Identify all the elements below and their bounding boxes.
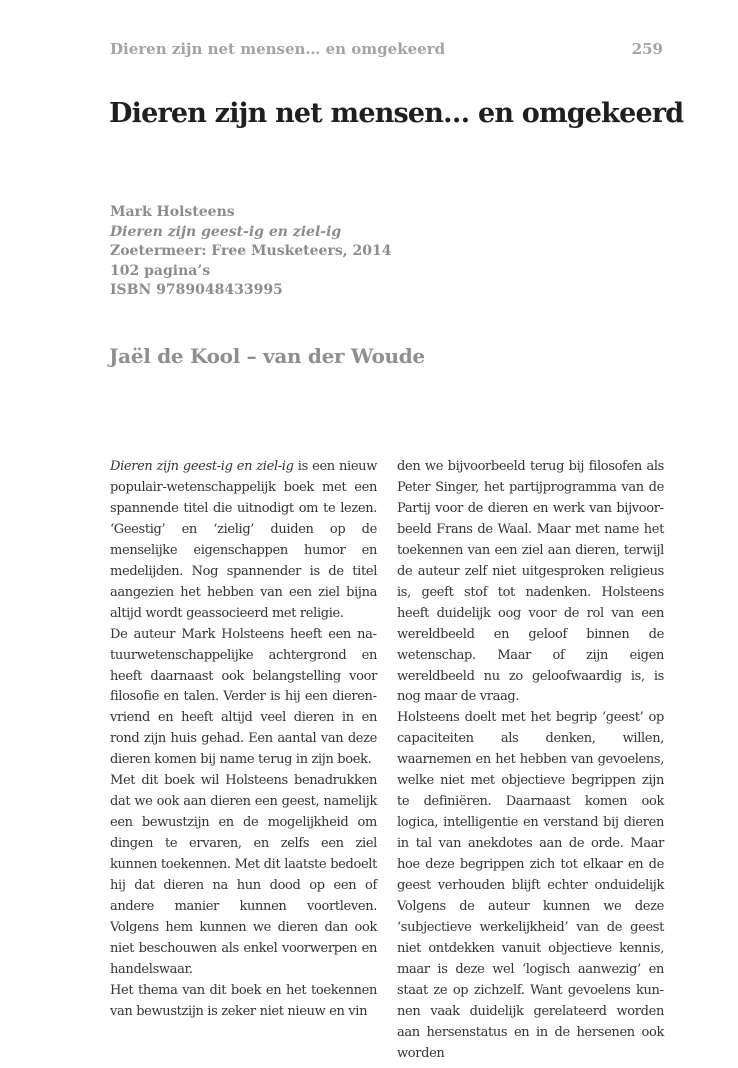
paragraph: Met dit boek wil Holsteens benadrukken dat we ook aan dieren een geest, namelijk een bewustzijn en de mogelijkheid om dingen te ervaren, en zelfs een ziel kunnen toekennen. Met dit laatste bedoelt hij dat dieren na hun dood op een of andere manier kunnen voortleven. Volgens hem kunnen we dieren dan ook niet beschouwen als enkel voorwerpen en handelswaar.	[110, 773, 377, 977]
text-column-left	[110, 457, 377, 1023]
book-author: Mark Holsteens	[110, 204, 235, 220]
article-title: Dieren zijn net mensen… en omgekeerd	[109, 98, 684, 129]
paragraph: Dieren zijn geest-ig en ziel-ig is een nieuw populair-wetenschappelijk boek met een spannende titel die uitnodigt om te lezen. ‘Geestig’ en ‘zielig’ duiden op de menselijke eigenschappen humor en medelijden. Nog spannender is de titel aangezien het hebben van een ziel bijna altijd wordt geassocieerd met religie.	[110, 459, 377, 621]
book-isbn: ISBN 9789048433995	[110, 282, 283, 298]
book-title: Dieren zijn geest-ig en ziel-ig	[110, 223, 342, 240]
paragraph-part-1: Het thema van dit boek en het toekennen van bewustzijn is zeker niet nieuw en vin	[110, 982, 377, 1019]
book-publisher: Zoetermeer: Free Musketeers, 2014	[110, 243, 392, 259]
reviewer-name: Jaël de Kool – van der Woude	[109, 344, 425, 368]
text-column-right	[397, 457, 664, 1065]
running-title: Dieren zijn net mensen… en omgekeerd	[110, 40, 446, 58]
book-pages: 102 pagina’s	[110, 262, 211, 279]
paragraph: Holsteens doelt met het begrip ‘geest’ op capaciteiten als denken, willen, waarnemen en het hebben van gevoelens, welke niet met objectieve begrippen zijn te definiëren. Daarnaast komen ook logica, intelligentie en verstand bij dieren in tal van anekdotes aan de orde. Maar hoe deze begrippen zich tot elkaar en de geest verhouden blijft echter onduidelijk Volgens de auteur kunnen we deze ‘subjectieve werkelijkheid’ van de geest niet ontdekken vanuit objectieve kennis, maar is deze wel ‘logisch aanwezig’ en staat ze op zichzelf. Want gevoelens kunnen vaak duidelijk gerelateerd worden aan hersenstatus en in de hersenen ook worden	[397, 710, 664, 1061]
page-number: 259	[631, 40, 663, 58]
book-title-inline: Dieren zijn geest-ig en ziel-ig	[110, 459, 294, 474]
running-header	[110, 40, 663, 58]
paragraph-continued: den we bijvoorbeeld terug bij filosofen als Peter Singer, het partijprogramma van de Partij voor de dieren en werk van bijvoorbeeld Frans de Waal. Maar met name het toekennen van een ziel aan dieren, terwijl de auteur zelf niet uitgesproken religieus is, geeft stof tot nadenken. Holsteens heeft duidelijk oog voor de rol van een wereldbeeld en geloof binnen de wetenschap. Maar of zijn eigen wereldbeeld nu zo geloofwaardig is, is nog maar de vraag.	[397, 459, 664, 705]
paragraph: De auteur Mark Holsteens heeft een natuurwetenschappelijke achtergrond en heeft daarnaast ook belangstelling voor filosofie en talen. Verder is hij een dierenvriend en heeft altijd veel dieren in en rond zijn huis gehad. Een aantal van deze dieren komen bij name terug in zijn boek.	[110, 626, 377, 768]
book-metadata	[110, 203, 391, 301]
